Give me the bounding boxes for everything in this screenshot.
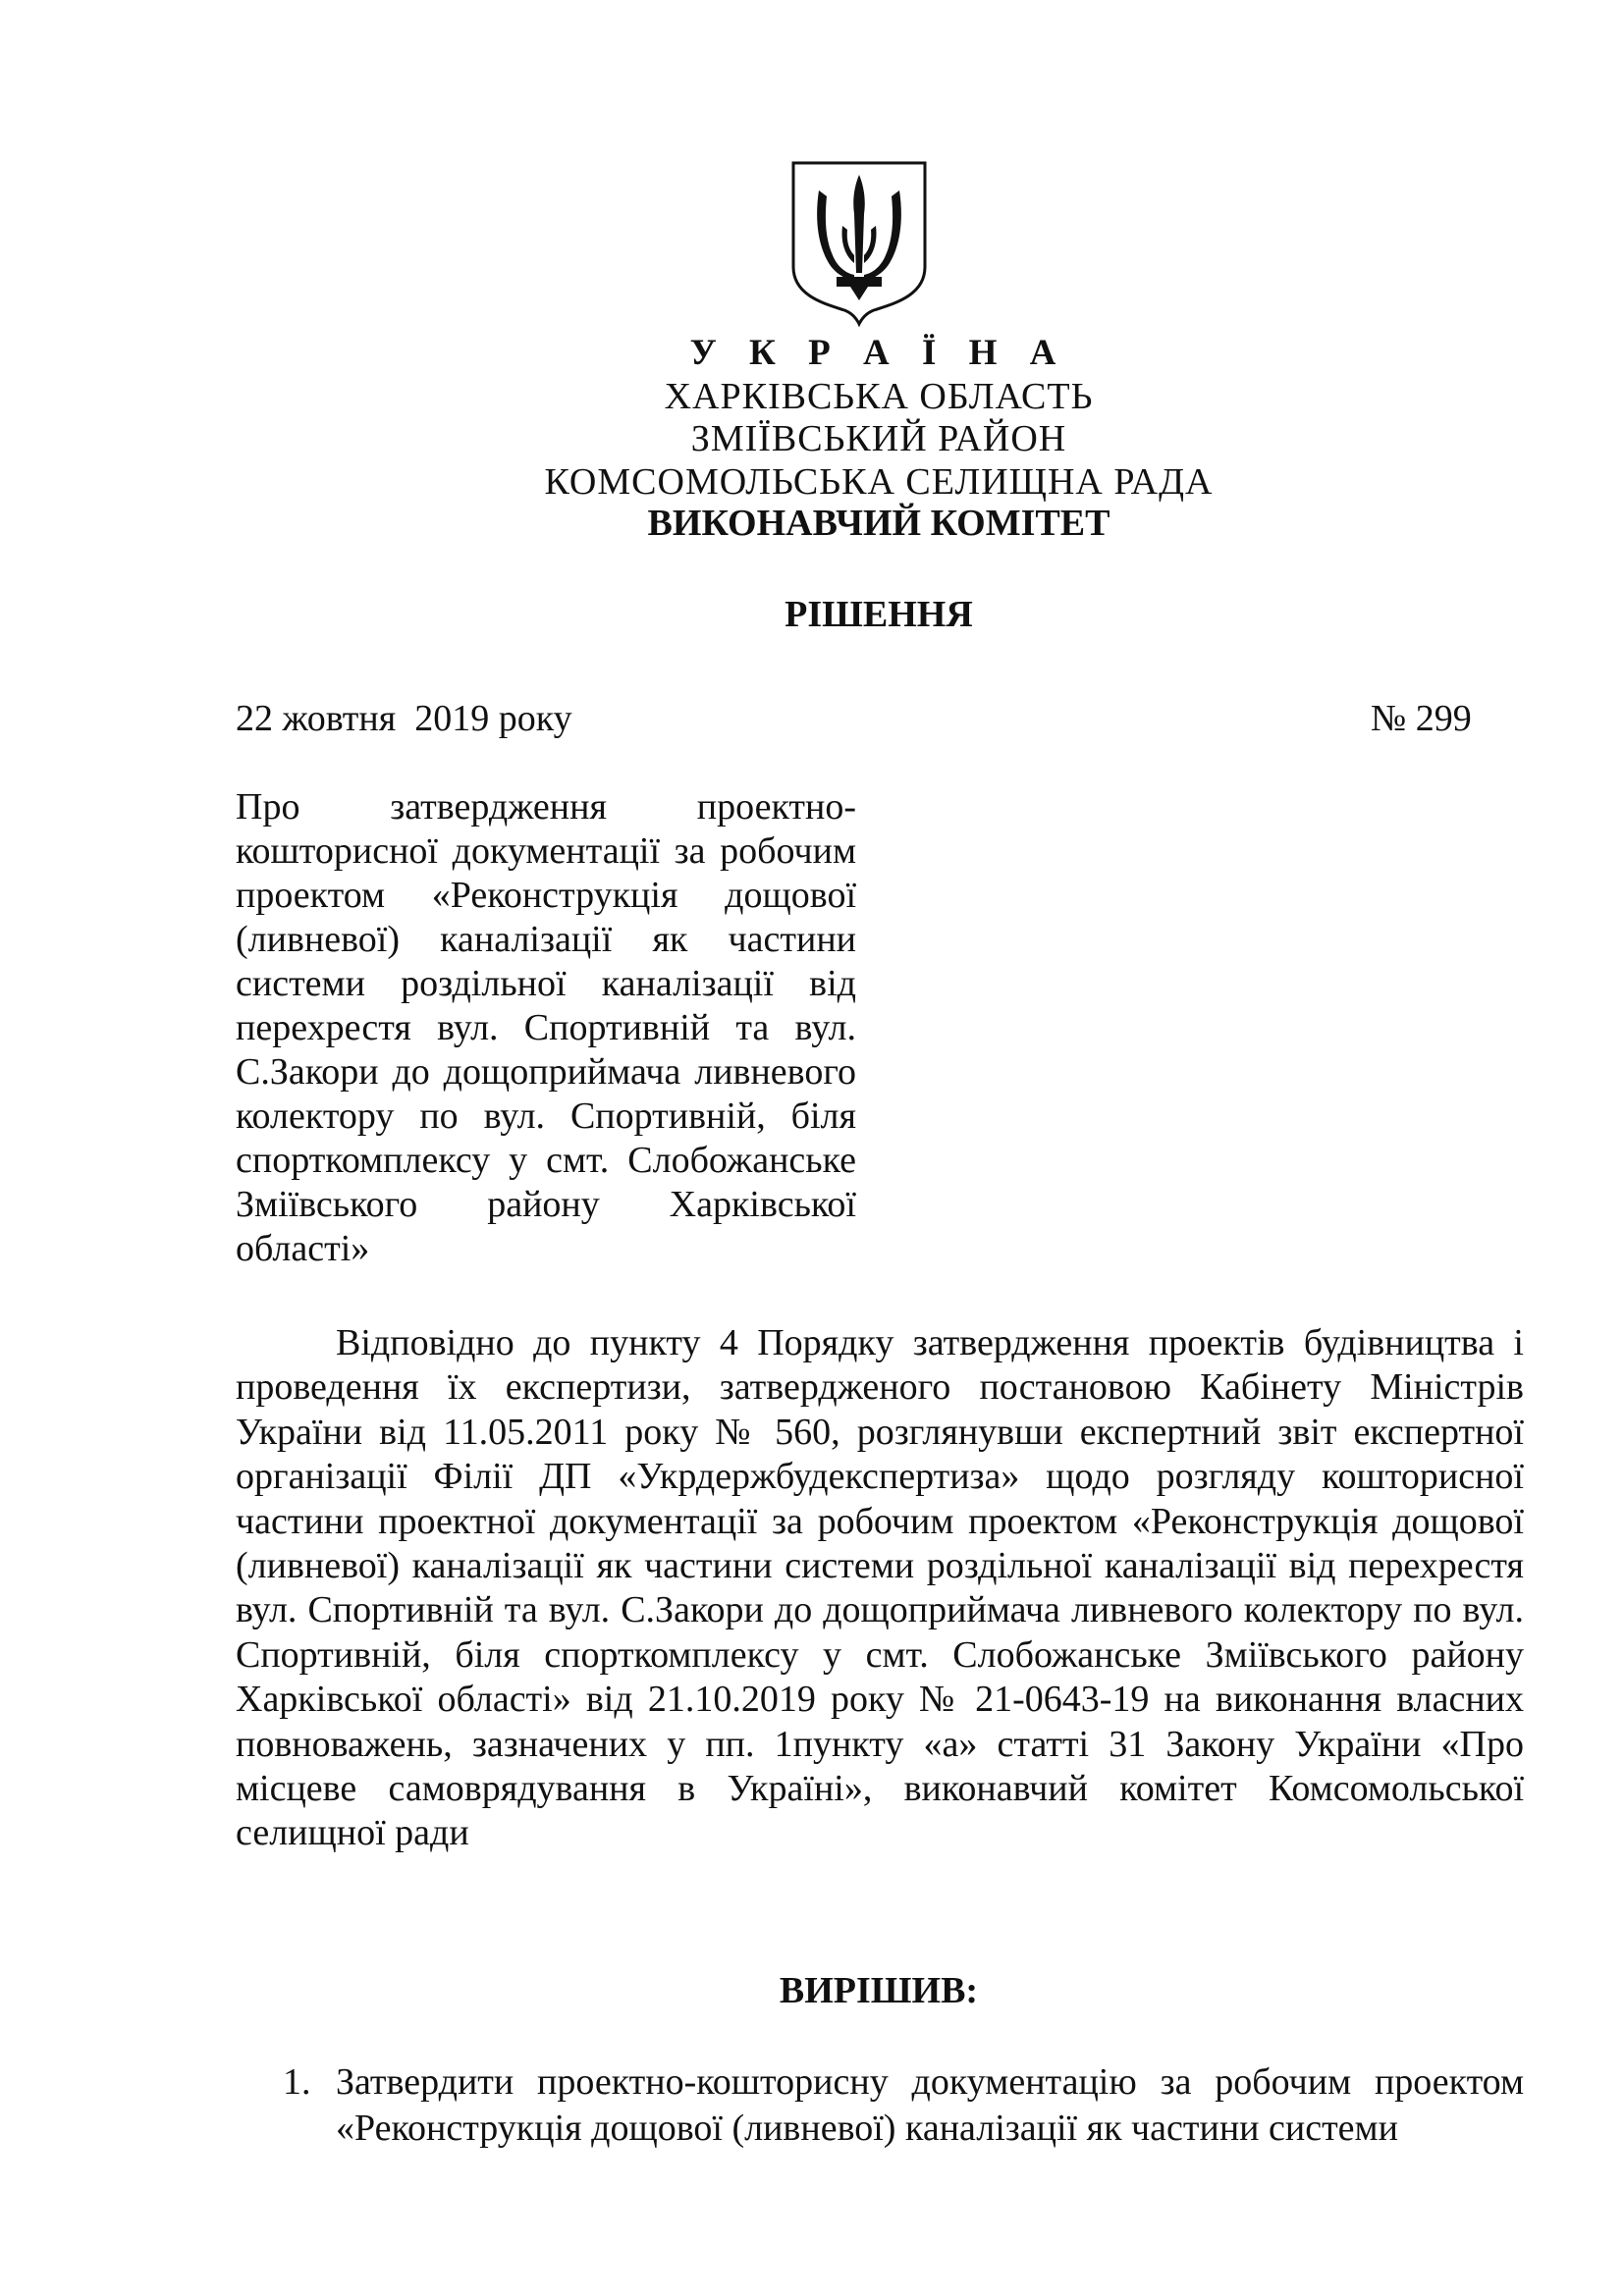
decision-item-text: Затвердити проектно-кошторисну документацію за робочим проектом «Реконструкція дощової (ливневої) каналізації як частини системи <box>336 2061 1524 2149</box>
coat-of-arms-icon <box>785 157 933 329</box>
decision-heading: ВИРІШИВ: <box>779 1970 979 2011</box>
executive-committee: ВИКОНАВЧИЙ КОМІТЕТ <box>647 503 1110 544</box>
raion-name: ЗМІЇВСЬКИЙ РАЙОН <box>690 418 1067 459</box>
oblast-name: ХАРКІВСЬКА ОБЛАСТЬ <box>664 376 1094 417</box>
document-type: РІШЕННЯ <box>785 594 973 635</box>
country-name: У К Р А Ї Н А <box>689 333 1068 373</box>
document-date: 22 жовтня 2019 року <box>236 698 572 739</box>
council-name: КОМСОМОЛЬСЬКА СЕЛИЩНА РАДА <box>544 461 1214 503</box>
document-number: № 299 <box>1371 698 1472 739</box>
document-subject: Про затвердження проектно-кошторисної документації за робочим проектом «Реконструкція дощової (ливневої) каналізації як частини системи роздільної каналізації від перехрестя вул. Спортивній та вул. С.Закори до дощоприймача ливневого колектору по вул. Спортивній, біля спорткомплексу у смт. Слобожанське Зміївського району Харківської області» <box>236 786 856 1269</box>
decision-item-number: 1. <box>283 2061 311 2103</box>
preamble-paragraph: Відповідно до пункту 4 Порядку затвердження проектів будівництва і проведення їх експертизи, затвердженого постановою Кабінету Міністрів України від 11.05.2011 року № 560, розглянувши експертний звіт експертної організації Філії ДП «Укрдержбудекспертиза» щодо розгляду кошторисної частини проектної документації за робочим проектом «Реконструкція дощової (ливневої) каналізації як частини системи роздільної каналізації від перехрестя вул. Спортивній та вул. С.Закори до дощоприймача ливневого колектору по вул. Спортивній, біля спорткомплексу у смт. Слобожанське Зміївського району Харківської області» від 21.10.2019 року № 21-0643-19 на виконання власних повноважень, зазначених у пп. 1пункту «а» статті 31 Закону України «Про місцеве самоврядування в Україні», виконавчий комітет Комсомольської селищної ради <box>236 1322 1524 1854</box>
